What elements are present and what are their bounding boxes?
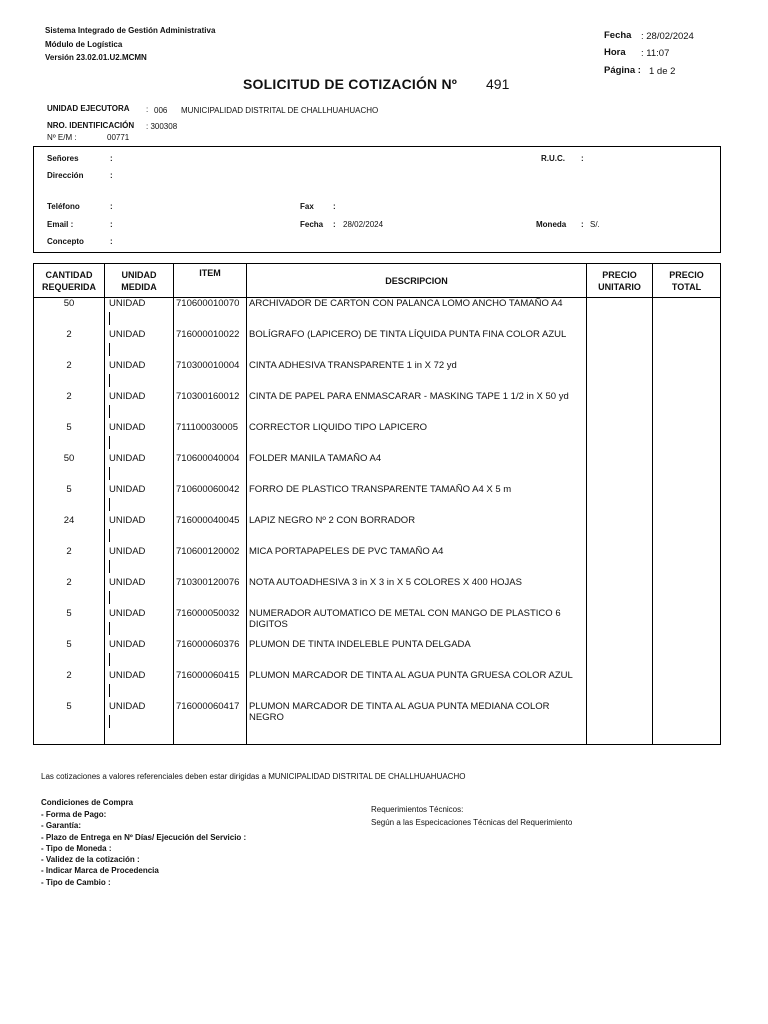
unit-cell-text: UNIDAD xyxy=(109,298,146,309)
total-cell xyxy=(653,422,721,453)
table-row xyxy=(34,639,721,670)
email-colon: : xyxy=(110,220,113,229)
table-row xyxy=(34,298,721,330)
desc-cell xyxy=(247,515,587,546)
qty-cell xyxy=(34,298,105,330)
qty-cell xyxy=(34,546,105,577)
qty-cell xyxy=(34,484,105,515)
unit-cell-text: UNIDAD xyxy=(109,608,146,619)
item-cell xyxy=(174,670,247,701)
qty-cell-text: 5 xyxy=(66,484,72,495)
price-cell xyxy=(587,360,653,391)
table-row xyxy=(34,608,721,639)
desc-cell-text: PLUMON DE TINTA INDELEBLE PUNTA DELGADA xyxy=(249,639,471,650)
price-cell xyxy=(587,515,653,546)
item-cell xyxy=(174,360,247,391)
desc-cell-text: CINTA DE PAPEL PARA ENMASCARAR - MASKING TAPE 1 1/2 in X 50 yd xyxy=(249,391,569,402)
table-row xyxy=(34,329,721,360)
total-cell xyxy=(653,484,721,515)
header-total: PRECIO TOTAL xyxy=(653,264,721,298)
direccion-colon: : xyxy=(110,171,113,180)
ruc-label: R.U.C. xyxy=(541,154,565,163)
nro-value: : 300308 xyxy=(146,122,178,131)
fecha-label: Fecha xyxy=(604,30,632,41)
desc-cell-text: NUMERADOR AUTOMATICO DE METAL CON MANGO DE PLASTICO 6 DIGITOS xyxy=(249,608,561,630)
fecha-supplier-label: Fecha xyxy=(300,220,324,229)
table-row xyxy=(34,484,721,515)
item-cell xyxy=(174,515,247,546)
unit-cell xyxy=(105,639,174,670)
row-tick-mark xyxy=(109,653,110,666)
desc-cell-text: CORRECTOR LIQUIDO TIPO LAPICERO xyxy=(249,422,428,433)
qty-cell-text: 5 xyxy=(66,608,72,619)
unit-cell-text: UNIDAD xyxy=(109,670,146,681)
email-label: Email : xyxy=(47,220,74,229)
item-cell-text: 710600120002 xyxy=(176,546,240,557)
unit-cell xyxy=(105,577,174,608)
qty-cell-text: 2 xyxy=(66,391,72,402)
qty-cell xyxy=(34,608,105,639)
table-row xyxy=(34,360,721,391)
unit-cell xyxy=(105,422,174,453)
table-row xyxy=(34,453,721,484)
item-cell-text: 716000060415 xyxy=(176,670,240,681)
total-cell xyxy=(653,515,721,546)
price-cell xyxy=(587,484,653,515)
item-cell-text: 710600040004 xyxy=(176,453,240,464)
desc-cell-text: MICA PORTAPAPELES DE PVC TAMAÑO A4 xyxy=(249,546,444,557)
row-tick-mark xyxy=(109,374,110,387)
price-cell xyxy=(587,670,653,701)
condition-item: - Indicar Marca de Procedencia xyxy=(41,866,159,876)
item-cell-text: 710600010070 xyxy=(176,298,240,309)
table-row xyxy=(34,546,721,577)
item-cell xyxy=(174,484,247,515)
fax-colon: : xyxy=(333,202,336,211)
unit-cell-text: UNIDAD xyxy=(109,701,146,712)
desc-cell-text: NOTA AUTOADHESIVA 3 in X 3 in X 5 COLORES X 400 HOJAS xyxy=(249,577,522,588)
price-cell xyxy=(587,298,653,330)
requirements-text: Según a las Especicaciones Técnicas del Requerimiento xyxy=(371,818,573,827)
desc-cell xyxy=(247,608,587,639)
ruc-colon: : xyxy=(581,154,584,163)
unit-cell xyxy=(105,453,174,484)
desc-cell xyxy=(247,453,587,484)
desc-cell xyxy=(247,391,587,422)
price-cell xyxy=(587,577,653,608)
price-cell xyxy=(587,391,653,422)
unidad-sep: : xyxy=(146,105,149,114)
senores-label: Señores xyxy=(47,154,79,163)
qty-cell-text: 2 xyxy=(66,546,72,557)
requirements-title: Requerimientos Técnicos: xyxy=(371,805,464,814)
item-cell xyxy=(174,391,247,422)
qty-cell xyxy=(34,639,105,670)
pagina-value: 1 de 2 xyxy=(649,66,676,77)
moneda-value: S/. xyxy=(590,220,600,229)
header-desc: DESCRIPCION xyxy=(247,264,587,298)
direccion-label: Dirección xyxy=(47,171,84,180)
unidad-label: UNIDAD EJECUTORA xyxy=(47,104,130,113)
item-cell xyxy=(174,298,247,330)
row-tick-mark xyxy=(109,343,110,356)
unidad-code: 006 xyxy=(154,106,168,115)
desc-cell xyxy=(247,329,587,360)
fax-label: Fax xyxy=(300,202,314,211)
unit-cell-text: UNIDAD xyxy=(109,360,146,371)
item-cell-text: 710300120076 xyxy=(176,577,240,588)
item-cell xyxy=(174,577,247,608)
price-cell xyxy=(587,422,653,453)
conditions-title: Condiciones de Compra xyxy=(41,798,134,807)
concepto-colon: : xyxy=(110,237,113,246)
table-row xyxy=(34,670,721,701)
senores-colon: : xyxy=(110,154,113,163)
total-cell xyxy=(653,329,721,360)
unit-cell xyxy=(105,360,174,391)
qty-cell-text: 5 xyxy=(66,639,72,650)
table-row xyxy=(34,515,721,546)
row-tick-mark xyxy=(109,715,110,728)
total-cell xyxy=(653,670,721,701)
condition-item: - Tipo de Moneda : xyxy=(41,843,112,853)
unit-cell-text: UNIDAD xyxy=(109,422,146,433)
desc-cell-text: CINTA ADHESIVA TRANSPARENTE 1 in X 72 yd xyxy=(249,360,457,371)
footer-note: Las cotizaciones a valores referenciales deben estar dirigidas a MUNICIPALIDAD DISTRITAL DE CHALLHUAHUACHO xyxy=(41,772,466,781)
row-tick-mark xyxy=(109,684,110,697)
desc-cell xyxy=(247,701,587,745)
item-cell-text: 716000050032 xyxy=(176,608,240,619)
desc-cell xyxy=(247,577,587,608)
row-tick-mark xyxy=(109,622,110,635)
desc-cell xyxy=(247,422,587,453)
conditions-list xyxy=(41,809,246,888)
desc-cell-text: FOLDER MANILA TAMAÑO A4 xyxy=(249,453,382,464)
moneda-colon: : xyxy=(581,220,584,229)
row-tick-mark xyxy=(109,498,110,511)
desc-cell-text: ARCHIVADOR DE CARTON CON PALANCA LOMO ANCHO TAMAÑO A4 xyxy=(249,298,563,309)
unit-cell xyxy=(105,484,174,515)
qty-cell xyxy=(34,329,105,360)
item-cell xyxy=(174,453,247,484)
concepto-label: Concepto xyxy=(47,237,84,246)
unit-cell xyxy=(105,701,174,745)
price-cell xyxy=(587,546,653,577)
item-cell-text: 716000040045 xyxy=(176,515,240,526)
qty-cell-text: 2 xyxy=(66,670,72,681)
unit-cell-text: UNIDAD xyxy=(109,546,146,557)
unit-cell xyxy=(105,670,174,701)
fecha-supplier-colon: : xyxy=(333,220,336,229)
unit-cell xyxy=(105,329,174,360)
desc-cell-text: PLUMON MARCADOR DE TINTA AL AGUA PUNTA GRUESA COLOR AZUL xyxy=(249,670,573,681)
item-cell-text: 716000060376 xyxy=(176,639,240,650)
condition-item: - Plazo de Entrega en Nº Días/ Ejecución del Servicio : xyxy=(41,832,247,842)
unidad-name: MUNICIPALIDAD DISTRITAL DE CHALLHUAHUACHO xyxy=(181,106,379,115)
document-title: SOLICITUD DE COTIZACIÓN Nº xyxy=(243,76,458,92)
moneda-label: Moneda xyxy=(536,220,567,229)
hora-label: Hora xyxy=(604,47,626,58)
header-item: ITEM xyxy=(174,264,247,298)
item-cell-text: 710600060042 xyxy=(176,484,240,495)
document-number: 491 xyxy=(486,76,510,92)
desc-cell xyxy=(247,484,587,515)
qty-cell-text: 50 xyxy=(63,298,75,309)
row-tick-mark xyxy=(109,591,110,604)
condition-item: - Forma de Pago: xyxy=(41,810,107,819)
unit-cell-text: UNIDAD xyxy=(109,329,146,340)
table-row xyxy=(34,577,721,608)
total-cell xyxy=(653,453,721,484)
hora-value: : 11:07 xyxy=(641,48,670,59)
desc-cell xyxy=(247,670,587,701)
item-cell xyxy=(174,639,247,670)
qty-cell xyxy=(34,453,105,484)
desc-cell-text: BOLÍGRAFO (LAPICERO) DE TINTA LÍQUIDA PUNTA FINA COLOR AZUL xyxy=(249,329,567,340)
item-cell xyxy=(174,422,247,453)
header-qty: CANTIDAD REQUERIDA xyxy=(34,264,105,298)
row-tick-mark xyxy=(109,560,110,573)
total-cell xyxy=(653,360,721,391)
condition-item: - Garantía: xyxy=(41,821,82,831)
qty-cell-text: 5 xyxy=(66,701,72,712)
desc-cell-text: LAPIZ NEGRO Nº 2 CON BORRADOR xyxy=(249,515,416,526)
fecha-value: : 28/02/2024 xyxy=(641,31,694,42)
item-cell-text: 711100030005 xyxy=(176,422,238,433)
version-label: Versión 23.02.01.U2.MCMN xyxy=(45,53,147,62)
em-value: 00771 xyxy=(107,133,130,142)
table-row xyxy=(34,422,721,453)
desc-cell-text: PLUMON MARCADOR DE TINTA AL AGUA PUNTA MEDIANA COLOR NEGRO xyxy=(249,701,550,723)
item-cell-text: 716000060417 xyxy=(176,701,240,712)
table-header-row xyxy=(34,264,721,298)
total-cell xyxy=(653,391,721,422)
price-cell xyxy=(587,453,653,484)
condition-item: - Tipo de Cambio : xyxy=(41,877,111,887)
unit-cell xyxy=(105,391,174,422)
nro-label: NRO. IDENTIFICACIÓN xyxy=(47,121,135,130)
price-cell xyxy=(587,701,653,745)
item-cell-text: 710300010004 xyxy=(176,360,240,371)
system-name: Sistema Integrado de Gestión Administrativa xyxy=(45,26,216,35)
row-tick-mark xyxy=(109,467,110,480)
item-cell xyxy=(174,546,247,577)
qty-cell-text: 2 xyxy=(66,329,72,340)
em-label: Nº E/M : xyxy=(47,133,77,142)
total-cell xyxy=(653,608,721,639)
unit-cell xyxy=(105,546,174,577)
date-block xyxy=(604,30,631,41)
table-row xyxy=(34,701,721,745)
qty-cell-text: 50 xyxy=(63,453,75,464)
unit-cell-text: UNIDAD xyxy=(109,639,146,650)
qty-cell-text: 5 xyxy=(66,422,72,433)
items-body xyxy=(34,298,721,745)
item-cell-text: 710300160012 xyxy=(176,391,240,402)
desc-cell xyxy=(247,360,587,391)
item-cell xyxy=(174,608,247,639)
unit-cell xyxy=(105,515,174,546)
telefono-colon: : xyxy=(110,202,113,211)
qty-cell xyxy=(34,515,105,546)
telefono-label: Teléfono xyxy=(47,202,80,211)
qty-cell-text: 2 xyxy=(66,577,72,588)
total-cell xyxy=(653,546,721,577)
desc-cell xyxy=(247,546,587,577)
qty-cell-text: 2 xyxy=(66,360,72,371)
total-cell xyxy=(653,577,721,608)
desc-cell-text: FORRO DE PLASTICO TRANSPARENTE TAMAÑO A4 X 5 m xyxy=(249,484,512,495)
qty-cell xyxy=(34,577,105,608)
item-cell xyxy=(174,701,247,745)
qty-cell xyxy=(34,701,105,745)
price-cell xyxy=(587,608,653,639)
unit-cell-text: UNIDAD xyxy=(109,515,146,526)
row-tick-mark xyxy=(109,529,110,542)
unit-cell-text: UNIDAD xyxy=(109,484,146,495)
total-cell xyxy=(653,701,721,745)
qty-cell xyxy=(34,391,105,422)
item-cell xyxy=(174,329,247,360)
qty-cell-text: 24 xyxy=(63,515,75,526)
price-cell xyxy=(587,639,653,670)
row-tick-mark xyxy=(109,436,110,449)
desc-cell xyxy=(247,298,587,330)
qty-cell xyxy=(34,422,105,453)
pagina-label: Página : xyxy=(604,65,641,76)
total-cell xyxy=(653,298,721,330)
row-tick-mark xyxy=(109,312,110,325)
total-cell xyxy=(653,639,721,670)
module-name: Módulo de Logística xyxy=(45,40,123,49)
price-cell xyxy=(587,329,653,360)
unit-cell-text: UNIDAD xyxy=(109,453,146,464)
qty-cell xyxy=(34,670,105,701)
unit-cell-text: UNIDAD xyxy=(109,391,146,402)
header-unit: UNIDAD MEDIDA xyxy=(105,264,174,298)
unit-cell-text: UNIDAD xyxy=(109,577,146,588)
table-row xyxy=(34,391,721,422)
fecha-supplier-value: 28/02/2024 xyxy=(343,220,384,229)
desc-cell xyxy=(247,639,587,670)
unit-cell xyxy=(105,608,174,639)
supplier-box xyxy=(33,146,721,253)
unit-cell xyxy=(105,298,174,330)
qty-cell xyxy=(34,360,105,391)
items-table xyxy=(33,263,721,745)
item-cell-text: 716000010022 xyxy=(176,329,240,340)
header-price: PRECIO UNITARIO xyxy=(587,264,653,298)
condition-item: - Validez de la cotización : xyxy=(41,855,140,865)
row-tick-mark xyxy=(109,405,110,418)
